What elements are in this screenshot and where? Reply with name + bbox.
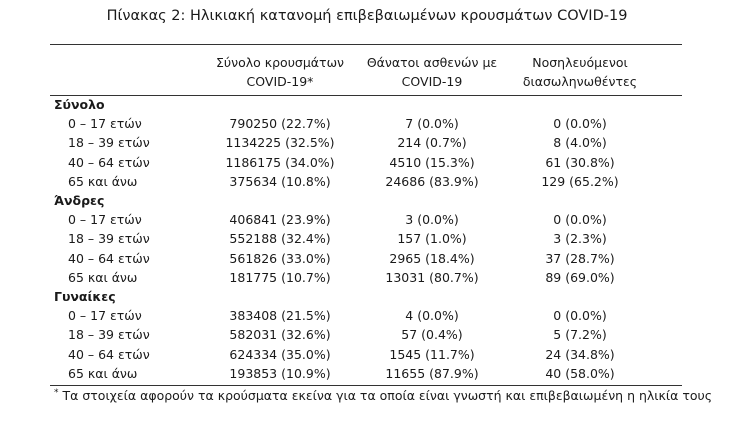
intubated-cell: 37 (28.7%) bbox=[545, 250, 615, 266]
deaths-cell: 2965 (18.4%) bbox=[389, 250, 475, 266]
header-intubated-line1: Νοσηλευόμενοι bbox=[532, 55, 628, 70]
intubated-cell: 24 (34.8%) bbox=[545, 346, 615, 362]
deaths-cell: 11655 (87.9%) bbox=[385, 365, 479, 381]
footnote bbox=[54, 388, 712, 403]
table-row bbox=[0, 327, 734, 346]
table-row bbox=[0, 174, 734, 193]
age-group-label: 40 – 64 ετών bbox=[68, 154, 150, 170]
section-title: Γυναίκες bbox=[54, 289, 116, 304]
header-total-cases bbox=[200, 53, 360, 91]
cases-cell: 561826 (33.0%) bbox=[229, 250, 331, 266]
table-row bbox=[0, 116, 734, 135]
table-row bbox=[0, 155, 734, 174]
header-total-cases-line1: Σύνολο κρουσμάτων bbox=[215, 55, 345, 70]
deaths-cell: 4 (0.0%) bbox=[405, 308, 459, 324]
header-intubated bbox=[500, 53, 660, 91]
cases-cell: 375634 (10.8%) bbox=[229, 173, 331, 189]
table-row bbox=[0, 347, 734, 366]
deaths-cell: 214 (0.7%) bbox=[397, 135, 467, 151]
footnote-marker: * bbox=[54, 388, 59, 398]
cases-cell: 181775 (10.7%) bbox=[229, 269, 331, 285]
intubated-cell: 8 (4.0%) bbox=[553, 135, 607, 151]
age-group-label: 0 – 17 ετών bbox=[68, 308, 142, 324]
intubated-cell: 3 (2.3%) bbox=[553, 231, 607, 247]
age-group-label: 18 – 39 ετών bbox=[68, 231, 150, 247]
header-intubated-line2: διασωληνωθέντες bbox=[522, 74, 638, 89]
table-row bbox=[0, 251, 734, 270]
cases-cell: 406841 (23.9%) bbox=[229, 212, 331, 228]
deaths-cell: 4510 (15.3%) bbox=[389, 154, 475, 170]
table-row bbox=[0, 366, 734, 385]
age-group-label: 65 και άνω bbox=[68, 173, 138, 189]
deaths-cell: 1545 (11.7%) bbox=[389, 346, 475, 362]
age-group-label: 40 – 64 ετών bbox=[68, 346, 150, 362]
deaths-cell: 7 (0.0%) bbox=[405, 116, 459, 132]
intubated-cell: 61 (30.8%) bbox=[545, 154, 615, 170]
intubated-cell: 0 (0.0%) bbox=[553, 212, 607, 228]
deaths-cell: 13031 (80.7%) bbox=[385, 269, 479, 285]
cases-cell: 193853 (10.9%) bbox=[229, 365, 331, 381]
deaths-cell: 157 (1.0%) bbox=[397, 231, 467, 247]
age-group-label: 18 – 39 ετών bbox=[68, 135, 150, 151]
table-row bbox=[0, 231, 734, 250]
deaths-cell: 3 (0.0%) bbox=[405, 212, 459, 228]
intubated-cell: 5 (7.2%) bbox=[553, 327, 607, 343]
table-title: Πίνακας 2: Ηλικιακή κατανομή επιβεβαιωμένων κρουσμάτων COVID-19 bbox=[106, 8, 628, 24]
header-rule bbox=[50, 95, 682, 96]
age-group-label: 0 – 17 ετών bbox=[68, 116, 142, 132]
deaths-cell: 57 (0.4%) bbox=[401, 327, 463, 343]
bottom-rule bbox=[50, 385, 682, 386]
cases-cell: 582031 (32.6%) bbox=[229, 327, 331, 343]
cases-cell: 552188 (32.4%) bbox=[229, 231, 331, 247]
cases-cell: 383408 (21.5%) bbox=[229, 308, 331, 324]
intubated-cell: 0 (0.0%) bbox=[553, 116, 607, 132]
age-group-label: 0 – 17 ετών bbox=[68, 212, 142, 228]
header-deaths bbox=[352, 53, 512, 91]
cases-cell: 790250 (22.7%) bbox=[229, 116, 331, 132]
intubated-cell: 40 (58.0%) bbox=[545, 365, 615, 381]
section-title: Άνδρες bbox=[54, 193, 105, 208]
header-deaths-line1: Θάνατοι ασθενών με bbox=[366, 55, 498, 70]
cases-cell: 624334 (35.0%) bbox=[229, 346, 331, 362]
deaths-cell: 24686 (83.9%) bbox=[385, 173, 479, 189]
intubated-cell: 89 (69.0%) bbox=[545, 269, 615, 285]
header-total-cases-line2: COVID-19* bbox=[246, 74, 314, 89]
age-group-label: 18 – 39 ετών bbox=[68, 327, 150, 343]
table-row bbox=[0, 270, 734, 289]
age-group-label: 65 και άνω bbox=[68, 365, 138, 381]
intubated-cell: 129 (65.2%) bbox=[541, 173, 619, 189]
header-deaths-line2: COVID-19 bbox=[401, 74, 463, 89]
age-group-label: 65 και άνω bbox=[68, 269, 138, 285]
table-row bbox=[0, 308, 734, 327]
footnote-text: Τα στοιχεία αφορούν τα κρούσματα εκείνα για τα οποία είναι γνωστή και επιβεβαιωμένη η ηλικία τους bbox=[62, 388, 713, 404]
table-row bbox=[0, 135, 734, 154]
section-title: Σύνολο bbox=[54, 97, 105, 112]
top-rule bbox=[50, 44, 682, 45]
table-row bbox=[0, 212, 734, 231]
cases-cell: 1186175 (34.0%) bbox=[225, 154, 335, 170]
intubated-cell: 0 (0.0%) bbox=[553, 308, 607, 324]
cases-cell: 1134225 (32.5%) bbox=[225, 135, 335, 151]
age-group-label: 40 – 64 ετών bbox=[68, 250, 150, 266]
